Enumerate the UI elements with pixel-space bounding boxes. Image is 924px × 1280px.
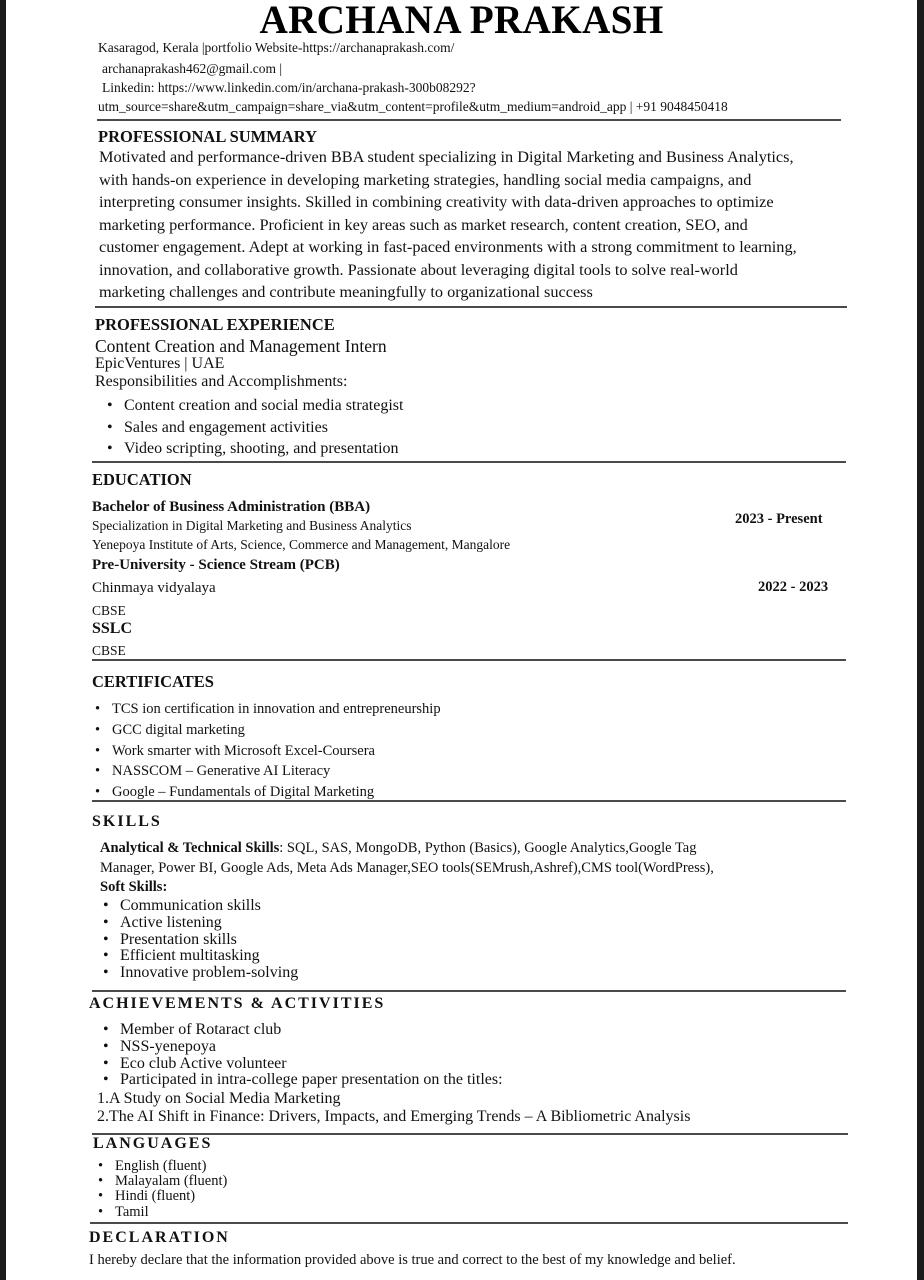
achievements-list <box>98 1022 503 1089</box>
technical-skills-text: : SQL, SAS, MongoDB, Python (Basics), Google Analytics,Google Tag <box>279 840 697 856</box>
list-item: • Google – Fundamentals of Digital Marketing <box>90 782 441 803</box>
divider <box>90 1222 848 1224</box>
list-item: • Work smarter with Microsoft Excel-Coursera <box>90 741 441 762</box>
list-item: • Participated in intra-college paper presentation on the titles: <box>98 1072 503 1089</box>
summary-heading: PROFESSIONAL SUMMARY <box>98 127 317 146</box>
paper-title: 2.The AI Shift in Finance: Drivers, Impacts, and Emerging Trends – A Bibliometric Analysis <box>97 1108 691 1125</box>
list-item: • Video scripting, shooting, and presentation <box>102 438 403 460</box>
technical-skills-label: Analytical & Technical Skills <box>100 840 280 856</box>
declaration-heading: DECLARATION <box>89 1229 230 1246</box>
education-detail: Specialization in Digital Marketing and Business Analytics <box>92 518 412 533</box>
list-item: • Communication skills <box>98 898 298 915</box>
certificates-list <box>90 699 441 803</box>
education-institution: Yenepoya Institute of Arts, Science, Commerce and Management, Mangalore <box>92 537 511 552</box>
summary-line: marketing challenges and contribute meaningfully to organizational success <box>99 282 593 301</box>
experience-company: EpicVentures | UAE <box>95 355 225 372</box>
list-item: • Eco club Active volunteer <box>98 1056 503 1073</box>
divider <box>95 306 847 308</box>
list-item: • Sales and engagement activities <box>102 417 403 439</box>
education-board: CBSE <box>92 643 126 658</box>
divider <box>92 800 846 802</box>
list-item: • Tamil <box>93 1205 227 1220</box>
declaration-text: I hereby declare that the information provided above is true and correct to the best of my knowledge and belief. <box>89 1252 736 1268</box>
list-item: • Content creation and social media strategist <box>102 395 403 417</box>
summary-text <box>99 146 839 304</box>
paper-title: 1.A Study on Social Media Marketing <box>97 1090 341 1107</box>
divider <box>97 119 841 121</box>
list-item: • Member of Rotaract club <box>98 1022 503 1039</box>
list-item: • NASSCOM – Generative AI Literacy <box>90 761 441 782</box>
candidate-name: ARCHANA PRAKASH <box>259 0 664 42</box>
languages-heading: LANGUAGES <box>93 1135 213 1152</box>
soft-skills-label: Soft Skills: <box>100 879 168 895</box>
list-item: • Active listening <box>98 915 298 932</box>
languages-list <box>93 1159 227 1220</box>
list-item: • Presentation skills <box>98 932 298 949</box>
experience-list <box>102 395 403 460</box>
divider <box>92 461 846 463</box>
list-item: • English (fluent) <box>93 1159 227 1174</box>
technical-skills-continued: Manager, Power BI, Google Ads, Meta Ads Manager,SEO tools(SEMrush,Ashref),CMS tool(WordPress), <box>100 860 714 876</box>
contact-email: archanaprakash462@gmail.com | <box>102 61 283 76</box>
list-item: • GCC digital marketing <box>90 720 441 741</box>
resume-page <box>6 0 917 1280</box>
summary-line: with hands-on experience in developing marketing strategies, handling social media campaigns, and <box>99 169 752 189</box>
education-dates: 2023 - Present <box>735 511 823 527</box>
soft-skills-list <box>98 898 298 982</box>
summary-line: marketing performance. Proficient in key areas such as market research, content creation, SEO, and <box>99 214 748 234</box>
contact-location-portfolio: Kasaragod, Kerala |portfolio Website-https://archanaprakash.com/ <box>98 40 455 55</box>
education-heading: EDUCATION <box>92 470 192 489</box>
list-item: • Hindi (fluent) <box>93 1189 227 1204</box>
education-degree: Pre-University - Science Stream (PCB) <box>92 557 340 573</box>
summary-line: Motivated and performance-driven BBA student specializing in Digital Marketing and Business Analytics, <box>99 147 794 166</box>
education-dates: 2022 - 2023 <box>758 579 829 595</box>
contact-linkedin: Linkedin: https://www.linkedin.com/in/archana-prakash-300b08292? <box>102 80 476 95</box>
education-institution: Chinmaya vidyalaya <box>92 580 216 596</box>
experience-role: Content Creation and Management Intern <box>95 336 387 356</box>
list-item: • Malayalam (fluent) <box>93 1174 227 1189</box>
skills-heading: SKILLS <box>92 813 162 830</box>
summary-line: innovation, and collaborative growth. Passionate about leveraging digital tools to solve real-world <box>99 259 738 279</box>
achievements-heading: ACHIEVEMENTS & ACTIVITIES <box>89 995 386 1012</box>
divider <box>92 659 846 661</box>
list-item: • NSS-yenepoya <box>98 1039 503 1056</box>
list-item: • TCS ion certification in innovation and entrepreneurship <box>90 699 441 720</box>
divider <box>92 990 846 992</box>
education-board: CBSE <box>92 603 126 618</box>
experience-heading: PROFESSIONAL EXPERIENCE <box>95 315 335 334</box>
summary-line: customer engagement. Adept at working in fast-paced environments with a strong commitment to learning, <box>99 237 797 256</box>
summary-line: interpreting consumer insights. Skilled in combining creativity with data-driven approaches to optimize <box>99 192 774 211</box>
list-item: • Innovative problem-solving <box>98 965 298 982</box>
certificates-heading: CERTIFICATES <box>92 672 214 691</box>
list-item: • Efficient multitasking <box>98 948 298 965</box>
experience-responsibilities-label: Responsibilities and Accomplishments: <box>95 373 348 390</box>
education-degree: Bachelor of Business Administration (BBA) <box>92 499 371 515</box>
contact-linkedin-params-phone: utm_source=share&utm_campaign=share_via&utm_content=profile&utm_medium=android_app | +91 9048450418 <box>98 99 728 114</box>
technical-skills <box>100 840 696 857</box>
education-degree: SSLC <box>92 620 133 637</box>
